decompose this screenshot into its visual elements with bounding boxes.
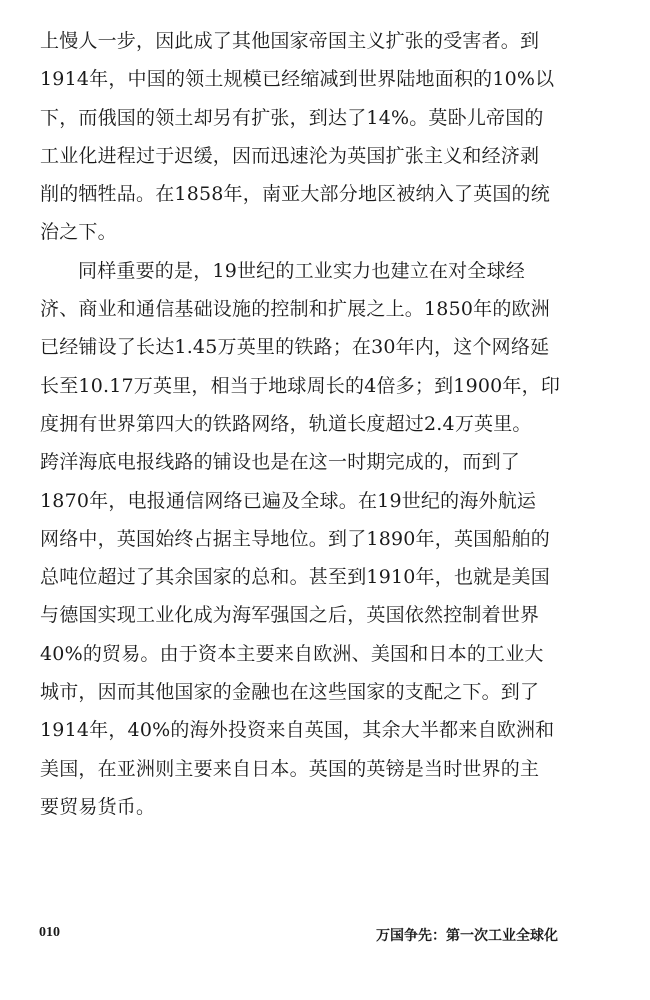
text-line: 要贸易货币。 bbox=[40, 795, 156, 818]
text-line: 1914年，40%的海外投资来自英国，其余大半都来自欧洲和 bbox=[40, 719, 555, 742]
text-line: 下，而俄国的领土却另有扩张，到达了14%。莫卧儿帝国的 bbox=[40, 106, 544, 129]
text-line: 美国，在亚洲则主要来自日本。英国的英镑是当时世界的主 bbox=[40, 757, 540, 780]
text-line: 40%的贸易。由于资本主要来自欧洲、美国和日本的工业大 bbox=[40, 642, 544, 665]
text-line: 治之下。 bbox=[40, 221, 117, 244]
page-footer bbox=[0, 925, 650, 949]
text-line: 跨洋海底电报线路的铺设也是在这一时期完成的，而到了 bbox=[40, 451, 521, 474]
text-line: 济、商业和通信基础设施的控制和扩展之上。1850年的欧洲 bbox=[40, 298, 550, 321]
text-line: 网络中，英国始终占据主导地位。到了1890年，英国船舶的 bbox=[40, 527, 550, 550]
body-text bbox=[40, 22, 570, 826]
text-line: 1914年，中国的领土规模已经缩减到世界陆地面积的10%以 bbox=[40, 68, 555, 91]
text-line: 工业化进程过于迟缓，因而迅速沦为英国扩张主义和经济剥 bbox=[40, 144, 540, 167]
text-line: 已经铺设了长达1.45万英里的铁路；在30年内，这个网络延 bbox=[40, 336, 550, 359]
text-line: 总吨位超过了其余国家的总和。甚至到1910年，也就是美国 bbox=[40, 566, 550, 589]
text-line: 长至10.17万英里，相当于地球周长的4倍多；到1900年，印 bbox=[40, 374, 561, 397]
page-number: 010 bbox=[39, 925, 60, 940]
text-line: 削的牺牲品。在1858年，南亚大部分地区被纳入了英国的统 bbox=[40, 183, 550, 206]
running-title: 万国争先：第一次工业全球化 bbox=[376, 928, 558, 944]
text-line: 城市，因而其他国家的金融也在这些国家的支配之下。到了 bbox=[40, 681, 540, 704]
text-line: 度拥有世界第四大的铁路网络，轨道长度超过2.4万英里。 bbox=[40, 412, 532, 435]
text-line: 上慢人一步，因此成了其他国家帝国主义扩张的受害者。到 bbox=[40, 30, 540, 52]
paragraph-1 bbox=[40, 22, 570, 252]
paragraph-2 bbox=[40, 252, 570, 826]
text-line-indented: 同样重要的是，19世纪的工业实力也建立在对全球经 bbox=[78, 259, 525, 282]
text-line: 与德国实现工业化成为海军强国之后，英国依然控制着世界 bbox=[40, 604, 540, 627]
text-line: 1870年，电报通信网络已遍及全球。在19世纪的海外航运 bbox=[40, 489, 537, 512]
